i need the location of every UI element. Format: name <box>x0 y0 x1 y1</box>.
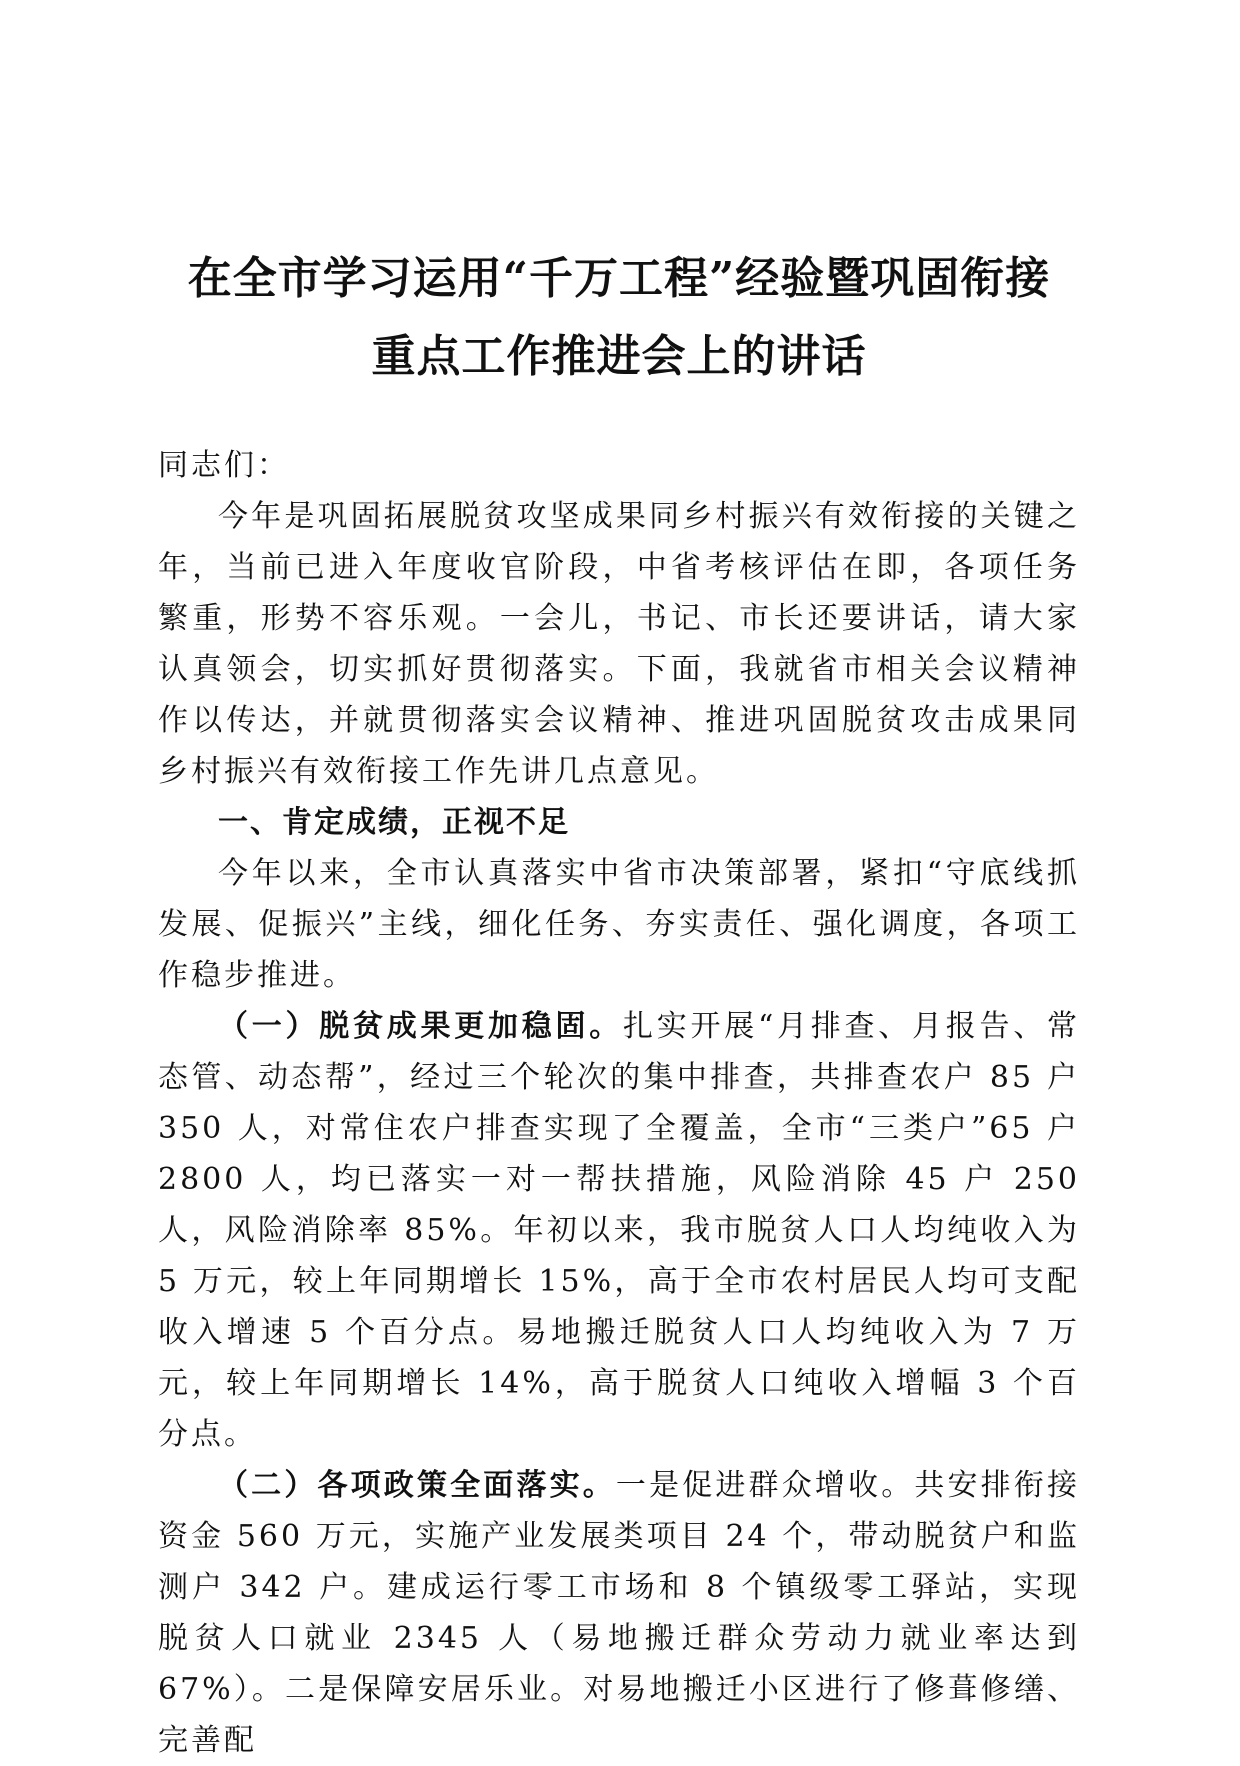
section-1-intro-paragraph: 今年以来，全市认真落实中省市决策部署，紧扣“守底线抓发展、促振兴”主线，细化任务、夯实责任、强化调度，各项工作稳步推进。 <box>158 856 1080 993</box>
item-1-title: （一）脱贫成果更加稳固。 <box>218 1009 623 1044</box>
document-title <box>158 240 1080 396</box>
item-1-text: 扎实开展“月排查、月报告、常态管、动态帮”，经过三个轮次的集中排查，共排查农户 85 户 350 人，对常住农户排查实现了全覆盖，全市“三类户”65 户 2800 人，均已落实一对一帮扶措施，风险消除 45 户 250 人，风险消除率 85%。年初以来，我市脱贫人口人均纯收入为 5 万元，较上年同期增长 15%，高于全市农村居民人均可支配收入增速 5 个百分点。易地搬迁脱贫人口人均纯收入为 7 万元，较上年同期增长 14%，高于脱贫人口纯收入增幅 3 个百分点。 <box>158 1009 1081 1452</box>
title-line-1: 在全市学习运用“千万工程”经验暨巩固衔接 <box>187 253 1051 304</box>
section-1-heading: 一、肯定成绩，正视不足 <box>218 805 570 840</box>
salutation: 同志们： <box>158 448 290 483</box>
title-line-2: 重点工作推进会上的讲话 <box>371 331 867 382</box>
item-2-text: 一是促进群众增收。共安排衔接资金 560 万元，实施产业发展类项目 24 个，带动脱贫户和监测户 342 户。建成运行零工市场和 8 个镇级零工驿站，实现脱贫人口就业 2345 人（易地搬迁群众劳动力就业率达到67%）。二是保障安居乐业。对易地搬迁小区进行了修葺修缮、完善配 <box>158 1468 1081 1758</box>
item-1-paragraph <box>158 1001 1080 1460</box>
intro-paragraph: 今年是巩固拓展脱贫攻坚成果同乡村振兴有效衔接的关键之年，当前已进入年度收官阶段，中省考核评估在即，各项任务繁重，形势不容乐观。一会儿，书记、市长还要讲话，请大家认真领会，切实抓好贯彻落实。下面，我就省市相关会议精神作以传达，并就贯彻落实会议精神、推进巩固脱贫攻击成果同乡村振兴有效衔接工作先讲几点意见。 <box>158 499 1080 789</box>
document-body <box>158 440 1080 1766</box>
item-2-paragraph <box>158 1460 1080 1766</box>
document-page <box>158 240 1080 1766</box>
item-2-title: （二）各项政策全面落实。 <box>218 1468 616 1503</box>
